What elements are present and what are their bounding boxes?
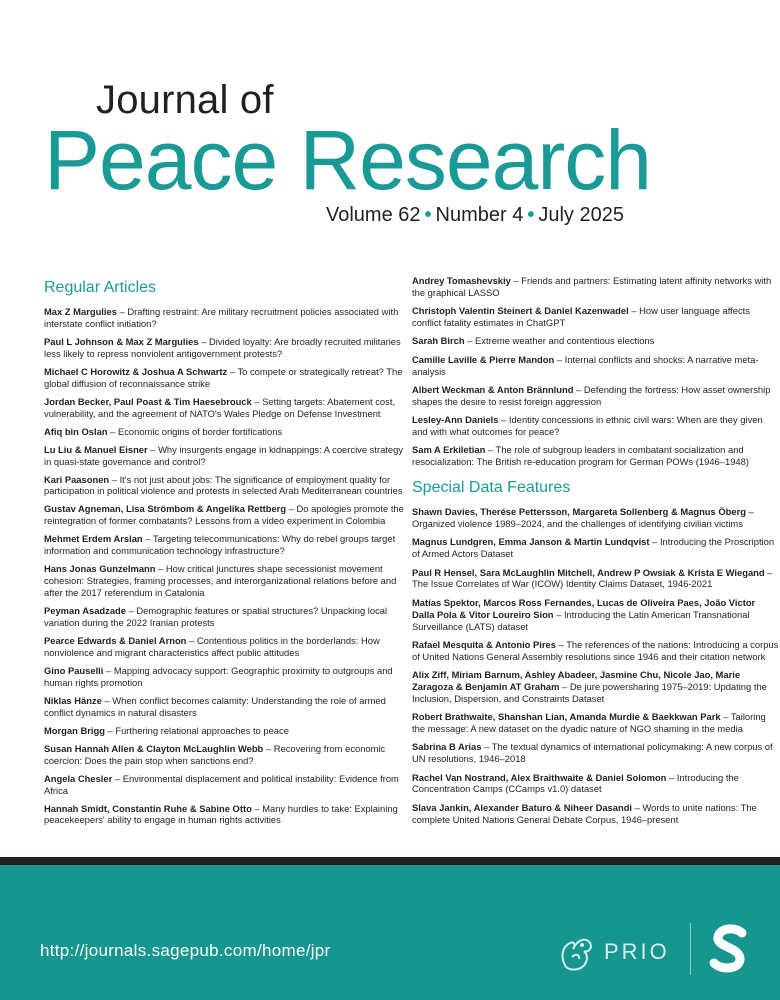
article-title: – De jure powersharing 1975–2019: Updating the Inclusion, Dispersion, and Constraints Dataset: [412, 680, 767, 704]
sage-s-logo-icon: [702, 921, 758, 977]
article-entry: [412, 444, 780, 468]
article-title: – Identity concessions in ethnic civil wars: When are they given and with what outcomes for peace?: [412, 414, 763, 438]
article-entry: [412, 567, 780, 591]
article-authors: Christoph Valentin Steinert & Daniel Kazenwadel: [412, 305, 629, 317]
article-entry: [44, 366, 412, 390]
article-title: – It's not just about jobs: The significance of employment quality for participation in political violence and protests in selected Arab Mediterranean countries: [44, 473, 403, 497]
journal-title: Peace Research: [44, 113, 652, 207]
article-authors: Shawn Davies, Therése Pettersson, Margareta Sollenberg & Magnus Öberg: [412, 506, 746, 518]
article-entry: [44, 665, 412, 689]
article-authors: Sam A Erkiletian: [412, 444, 486, 456]
regular-articles-heading: Regular Articles: [44, 279, 157, 296]
article-authors: Rafael Mesquita & Antonio Pires: [412, 638, 556, 650]
article-authors: Michael C Horowitz & Joshua A Schwartz: [44, 365, 228, 377]
journal-url[interactable]: http://journals.sagepub.com/home/jpr: [40, 941, 331, 960]
article-title: – Introducing the Latin American Transnational Surveillance (LATS) dataset: [412, 608, 750, 632]
article-title: – Drafting restraint: Are military recruitment policies associated with interstate conflict initiation?: [44, 306, 399, 329]
article-title: – Words to unite nations: The complete United Nations General Debate Corpus, 1946–present: [412, 801, 757, 825]
article-authors: Jordan Becker, Paul Poast & Tim Haesebrouck: [44, 395, 252, 407]
article-authors: Sarah Birch: [412, 335, 465, 347]
article-title: – Economic origins of border fortifications: [107, 425, 283, 437]
article-title: – Friends and partners: Estimating latent affinity networks with the graphical LASSO: [412, 275, 772, 298]
article-entry: [412, 741, 780, 765]
article-title: – Do apologies promote the reintegration of former combatants? Lessons from a video experiment in Colombia: [44, 503, 404, 527]
article-entry: [44, 605, 412, 629]
article-entry: [412, 772, 780, 796]
article-entry: [44, 474, 412, 498]
article-title: – Contentious politics in the borderlands: How nonviolence and migrant characteristics affect public attitudes: [44, 634, 380, 658]
article-authors: Andrey Tomashevskiy: [412, 275, 511, 286]
article-title: – Demographic features or spatial structures? Unpacking local variation during the 2022 Iranian protests: [44, 605, 388, 628]
article-entry: [44, 563, 412, 599]
article-authors: Matías Spektor, Marcos Ross Fernandes, Lucas de Oliveira Paes, João Victor Dalla Pola & Vitor Loureiro Sion: [412, 596, 756, 620]
article-authors: Hannah Smidt, Constantin Ruhe & Sabine Otto: [44, 802, 252, 814]
article-authors: Lu Liu & Manuel Eisner: [44, 443, 148, 455]
volume-label: Volume 62: [326, 204, 421, 226]
article-authors: Magnus Lundgren, Emma Janson & Martin Lundqvist: [412, 536, 650, 548]
article-authors: Hans Jonas Gunzelmann: [44, 563, 156, 575]
article-authors: Gino Pauselli: [44, 664, 104, 676]
article-authors: Gustav Agneman, Lisa Strömbom & Angelika Rettberg: [44, 503, 287, 515]
article-title: – Setting targets: Abatement cost, vulnerability, and the agreement of NATO's Wales Pledge on Defense Investment: [44, 395, 396, 419]
article-entry: [44, 533, 412, 557]
article-entry: [44, 306, 412, 330]
article-authors: Susan Hannah Allen & Clayton McLaughlin Webb: [44, 742, 264, 754]
article-entry: [44, 635, 412, 659]
article-entry: [412, 414, 780, 438]
date-label: July 2025: [538, 204, 624, 226]
footer-rule: [0, 857, 780, 865]
article-entry: [44, 803, 412, 827]
article-entry: [44, 426, 412, 438]
article-entry: [412, 506, 780, 530]
article-entry: [412, 536, 780, 560]
article-entry: [412, 384, 780, 408]
journal-of-text: Journal of: [96, 78, 274, 122]
issue-line: [326, 202, 624, 228]
article-authors: Albert Weckman & Anton Brännlund: [412, 383, 574, 395]
article-entry: [412, 275, 780, 299]
article-title: – How user language affects conflict fatality estimates in ChatGPT: [412, 305, 750, 329]
footer-band: [0, 865, 780, 1000]
article-authors: Sabrina B Arias: [412, 741, 482, 753]
article-entry: [412, 354, 780, 378]
article-authors: Peyman Asadzade: [44, 605, 126, 617]
article-entry: [412, 669, 780, 705]
article-title: – Internal conflicts and shocks: A narrative meta-analysis: [412, 353, 759, 377]
article-title: – How critical junctures shape secessionist movement cohesion: Strategies, framing processes, and interorganizational relations before and after the 2017 referendum in Catalonia: [44, 563, 397, 599]
article-authors: Niklas Hänze: [44, 694, 102, 706]
article-title: – The references of the nations: Introducing a corpus of United Nations General Assembly resolutions since 1946 and their citation network: [412, 638, 779, 662]
article-entry: [412, 335, 780, 347]
masthead: [0, 0, 780, 260]
prio-hands-icon: [552, 927, 602, 977]
article-entry: [44, 336, 412, 360]
article-authors: Morgan Brigg: [44, 724, 105, 736]
special-data-heading: Special Data Features: [412, 479, 571, 497]
article-authors: Robert Brathwaite, Shanshan Lian, Amanda Murdie & Baekkwan Park: [412, 711, 721, 723]
article-entry: [412, 711, 780, 735]
article-entry: [44, 743, 412, 767]
right-column: [412, 275, 780, 832]
article-title: – Mapping advocacy support: Geographic proximity to outgroups and human rights promotion: [44, 664, 393, 688]
article-title: – Introducing the Concentration Camps (CCamps v1.0) dataset: [412, 771, 739, 795]
article-entry: [44, 444, 412, 468]
article-title: – Organized violence 1989–2024, and the challenges of identifying civilian victims: [412, 506, 754, 530]
article-authors: Slava Jankin, Alexander Baturo & Niheer Dasandi: [412, 801, 633, 813]
article-authors: Max Z Margulies: [44, 306, 117, 317]
logo-divider: [690, 923, 691, 975]
article-entry: [412, 305, 780, 329]
article-entry: [44, 695, 412, 719]
article-title: – Divided loyalty: Are broadly recruited militaries less likely to repress nonviolent antigovernment protests?: [44, 335, 401, 359]
article-authors: Camille Laville & Pierre Mandon: [412, 353, 555, 365]
article-title: – Extreme weather and contentious elections: [464, 335, 655, 347]
article-authors: Lesley-Ann Daniels: [412, 414, 499, 426]
article-authors: Kari Paasonen: [44, 473, 110, 485]
article-entry: [412, 639, 780, 663]
article-title: – When conflict becomes calamity: Understanding the role of armed conflict dynamics in natural disasters: [44, 694, 386, 718]
article-title: – Targeting telecommunications: Why do rebel groups target information and communication technology infrastructure?: [44, 533, 396, 557]
article-title: – The role of subgroup leaders in combatant socialization and resocialization: The British re-education program for German POWs (1946–1948): [412, 444, 749, 468]
article-title: – Why insurgents engage in kidnappings: A coercive strategy in quasi-state governance and control?: [44, 443, 404, 467]
article-entry: [412, 597, 780, 633]
article-entry: [412, 802, 780, 826]
bullet-separator-icon: •: [527, 204, 535, 226]
article-authors: Pearce Edwards & Daniel Arnon: [44, 634, 187, 646]
article-title: – The textual dynamics of international policymaking: A new corpus of UN resolutions, 1946–2018: [412, 741, 773, 765]
article-title: – Tailoring the message: A new dataset on the dyadic nature of NGO shaming in the media: [412, 711, 766, 735]
bullet-separator-icon: •: [424, 204, 432, 226]
special-data-list: [412, 506, 780, 825]
article-title: – To compete or strategically retreat? The global diffusion of reconnaissance strike: [44, 365, 403, 389]
article-entry: [44, 725, 412, 737]
article-entry: [44, 396, 412, 420]
article-title: – The Issue Correlates of War (ICOW) Identity Claims Dataset, 1946-2021: [412, 566, 773, 590]
article-entry: [44, 773, 412, 797]
left-column: [44, 278, 412, 832]
article-authors: Paul R Hensel, Sara McLaughlin Mitchell, Andrew P Owsiak & Krista E Wiegand: [412, 566, 765, 578]
article-authors: Rachel Van Nostrand, Alex Braithwaite & Daniel Solomon: [412, 771, 667, 783]
article-title: – Environmental displacement and political instability: Evidence from Africa: [44, 772, 399, 796]
article-title: – Many hurdles to take: Explaining peacekeepers' ability to engage in human rights activities: [44, 802, 398, 826]
article-entry: [44, 503, 412, 527]
regular-articles-list: [44, 306, 412, 826]
article-title: – Defending the fortress: How asset ownership shapes the desire to resist foreign aggression: [412, 383, 771, 407]
article-authors: Mehmet Erdem Arslan: [44, 533, 143, 545]
article-authors: Paul L Johnson & Max Z Margulies: [44, 335, 199, 347]
article-authors: Alix Ziff, Miriam Barnum, Ashley Abadeer, Jasmine Chu, Nicole Jao, Marie Zaragoza & Benjamin AT Graham: [412, 669, 741, 692]
prio-logo-text: PRIO: [604, 939, 670, 964]
regular-articles-continued-list: [412, 275, 780, 468]
article-title: – Furthering relational approaches to peace: [104, 724, 289, 736]
number-label: Number 4: [435, 204, 524, 226]
article-authors: Angela Chesler: [44, 772, 113, 784]
article-title: – Recovering from economic coercion: Does the pain stop when sanctions end?: [44, 742, 386, 766]
article-title: – Introducing the Proscription of Armed Actors Dataset: [412, 536, 775, 560]
article-authors: Afiq bin Oslan: [44, 425, 108, 437]
prio-logo: [552, 927, 672, 977]
